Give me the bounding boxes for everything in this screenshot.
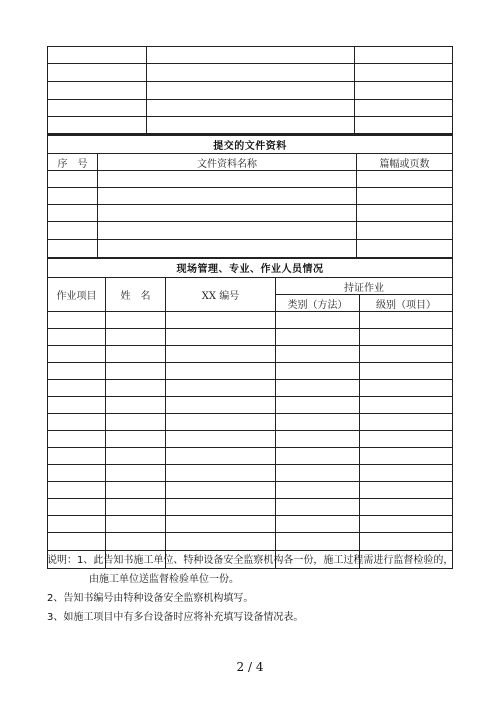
table-row <box>48 397 453 414</box>
table-row <box>48 465 453 482</box>
table-row <box>48 533 453 551</box>
table-row <box>48 499 453 516</box>
table-row <box>48 482 453 499</box>
table-row <box>48 82 453 100</box>
personnel-table <box>47 257 453 569</box>
col-header-name: 姓 名 <box>106 278 166 312</box>
col-header-number: XX 编号 <box>166 278 276 312</box>
table-row <box>48 171 453 188</box>
table-row <box>48 64 453 82</box>
table-row <box>48 312 453 329</box>
table-row <box>48 222 453 240</box>
table-row <box>48 100 453 117</box>
table-row <box>48 188 453 205</box>
table-row <box>48 47 453 64</box>
col-header-level: 级别（项目） <box>360 295 453 312</box>
table-row <box>48 329 453 346</box>
table-row <box>48 448 453 465</box>
table-row <box>48 117 453 134</box>
note-line-1-continued: 由施工单位送监督检验单位一份。 <box>89 574 239 585</box>
section-title-personnel: 现场管理、专业、作业人员情况 <box>48 258 453 278</box>
table-row <box>48 346 453 363</box>
table-row <box>48 205 453 222</box>
note-line-2: 2、告知书编号由特种设备安全监察机构填写。 <box>47 593 254 604</box>
note-line-1: 说明：1、此告知书施工单位、特种设备安全监察机构各一份，施工过程需进行监督检验的， <box>47 555 454 566</box>
documents-table <box>47 135 453 259</box>
col-header-work-item: 作业项目 <box>48 278 106 312</box>
table-row <box>48 380 453 397</box>
notes-block <box>47 551 467 627</box>
table-row <box>48 363 453 380</box>
table-row <box>48 431 453 448</box>
col-header-category: 类别（方法） <box>276 295 360 312</box>
col-header-doc-name: 文件资料名称 <box>98 154 357 171</box>
col-header-seq: 序 号 <box>48 154 98 171</box>
top-table <box>47 46 453 135</box>
col-header-certified-work: 持证作业 <box>276 278 453 295</box>
note-line-3: 3、如施工项目中有多台设备时应将补充填写设备情况表。 <box>47 612 304 623</box>
page-number: 2 / 4 <box>236 660 264 674</box>
table-row <box>48 516 453 533</box>
table-row <box>48 240 453 258</box>
table-row <box>48 414 453 431</box>
col-header-pages: 篇幅或页数 <box>357 154 453 171</box>
section-title-documents: 提交的文件资料 <box>48 136 453 154</box>
